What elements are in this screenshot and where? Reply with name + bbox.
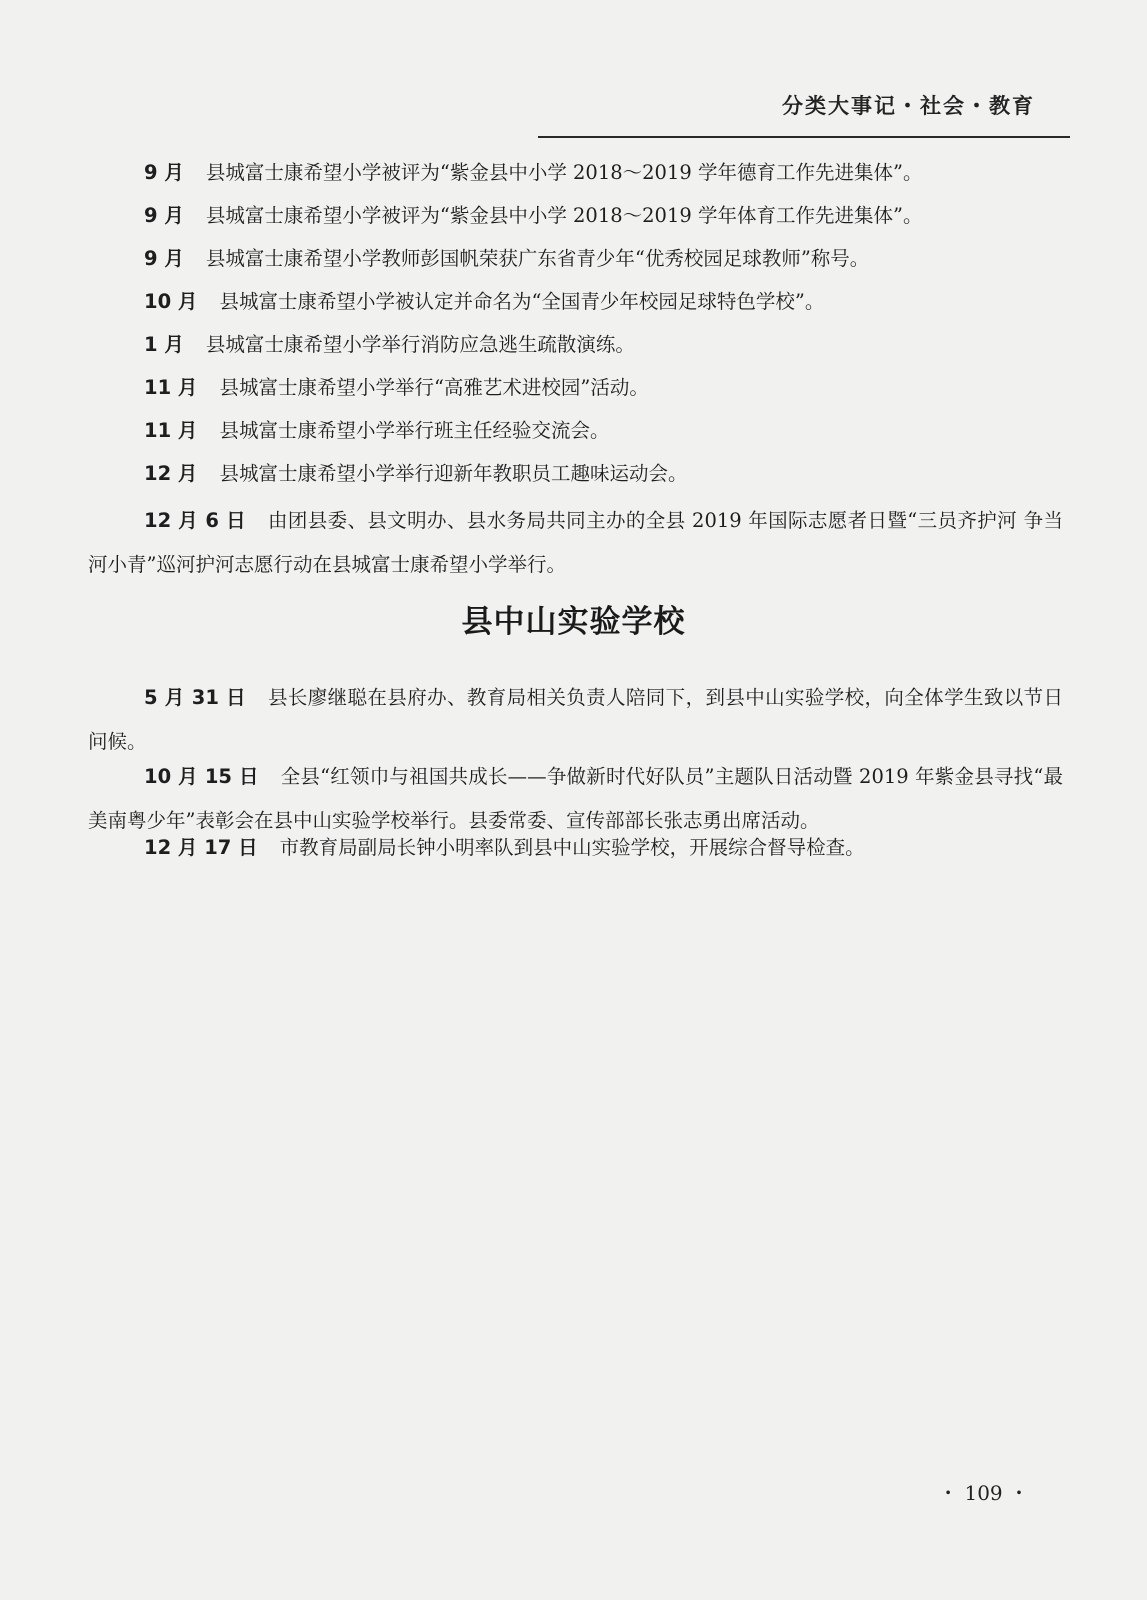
entry-date: 10 月 <box>144 290 198 313</box>
header-rule <box>538 136 1070 138</box>
entry-date: 9 月 <box>144 247 184 270</box>
entry-text: 县城富士康希望小学被评为“紫金县中小学 2018～2019 学年体育工作先进集体”。 <box>205 204 923 227</box>
page-header: 分类大事记・社会・教育 <box>782 94 1035 118</box>
entry <box>88 830 1063 866</box>
entry-date: 5 月 31 日 <box>144 686 246 709</box>
entry-text: 全县“红领巾与祖国共成长——争做新时代好队员”主题队日活动暨 2019 年紫金县寻找“最美南粤少年”表彰会在县中山实验学校举行。县委常委、宣传部部长张志勇出席活动。 <box>88 765 1064 832</box>
entry <box>88 456 1063 492</box>
entry-date: 12 月 17 日 <box>144 836 258 859</box>
entry-text: 县城富士康希望小学举行迎新年教职员工趣味运动会。 <box>219 462 688 485</box>
entry <box>88 676 1063 764</box>
entry <box>88 499 1063 587</box>
section-title: 县中山实验学校 <box>461 604 686 640</box>
entry <box>88 370 1063 406</box>
entry-text: 县城富士康希望小学举行“高雅艺术进校园”活动。 <box>219 376 649 399</box>
entry-date: 9 月 <box>144 161 184 184</box>
entry <box>88 241 1063 277</box>
entry-text: 县城富士康希望小学被认定并命名为“全国青少年校园足球特色学校”。 <box>219 290 825 313</box>
entry <box>88 198 1063 234</box>
entry-text: 县城富士康希望小学被评为“紫金县中小学 2018～2019 学年德育工作先进集体”。 <box>205 161 923 184</box>
entry-date: 11 月 <box>144 376 198 399</box>
entry <box>88 155 1063 191</box>
entry <box>88 413 1063 449</box>
entry-text: 县长廖继聪在县府办、教育局相关负责人陪同下，到县中山实验学校，向全体学生致以节日问候。 <box>88 686 1063 753</box>
entry-date: 10 月 15 日 <box>144 765 259 788</box>
entry-date: 11 月 <box>144 419 198 442</box>
entry-text: 由团县委、县文明办、县水务局共同主办的全县 2019 年国际志愿者日暨“三员齐护河 争当河小青”巡河护河志愿行动在县城富士康希望小学举行。 <box>88 509 1063 576</box>
entry-text: 市教育局副局长钟小明率队到县中山实验学校，开展综合督导检查。 <box>279 836 865 859</box>
entry-date: 9 月 <box>144 204 184 227</box>
entry-text: 县城富士康希望小学举行班主任经验交流会。 <box>219 419 610 442</box>
entry-text: 县城富士康希望小学教师彭国帆荣获广东省青少年“优秀校园足球教师”称号。 <box>205 247 870 270</box>
entry-date: 1 月 <box>144 333 184 356</box>
entry-date: 12 月 <box>144 462 198 485</box>
entry <box>88 327 1063 363</box>
page-number: ・ 109 ・ <box>938 1481 1029 1505</box>
entry <box>88 284 1063 320</box>
entry-date: 12 月 6 日 <box>144 509 246 532</box>
entry-text: 县城富士康希望小学举行消防应急逃生疏散演练。 <box>205 333 635 356</box>
